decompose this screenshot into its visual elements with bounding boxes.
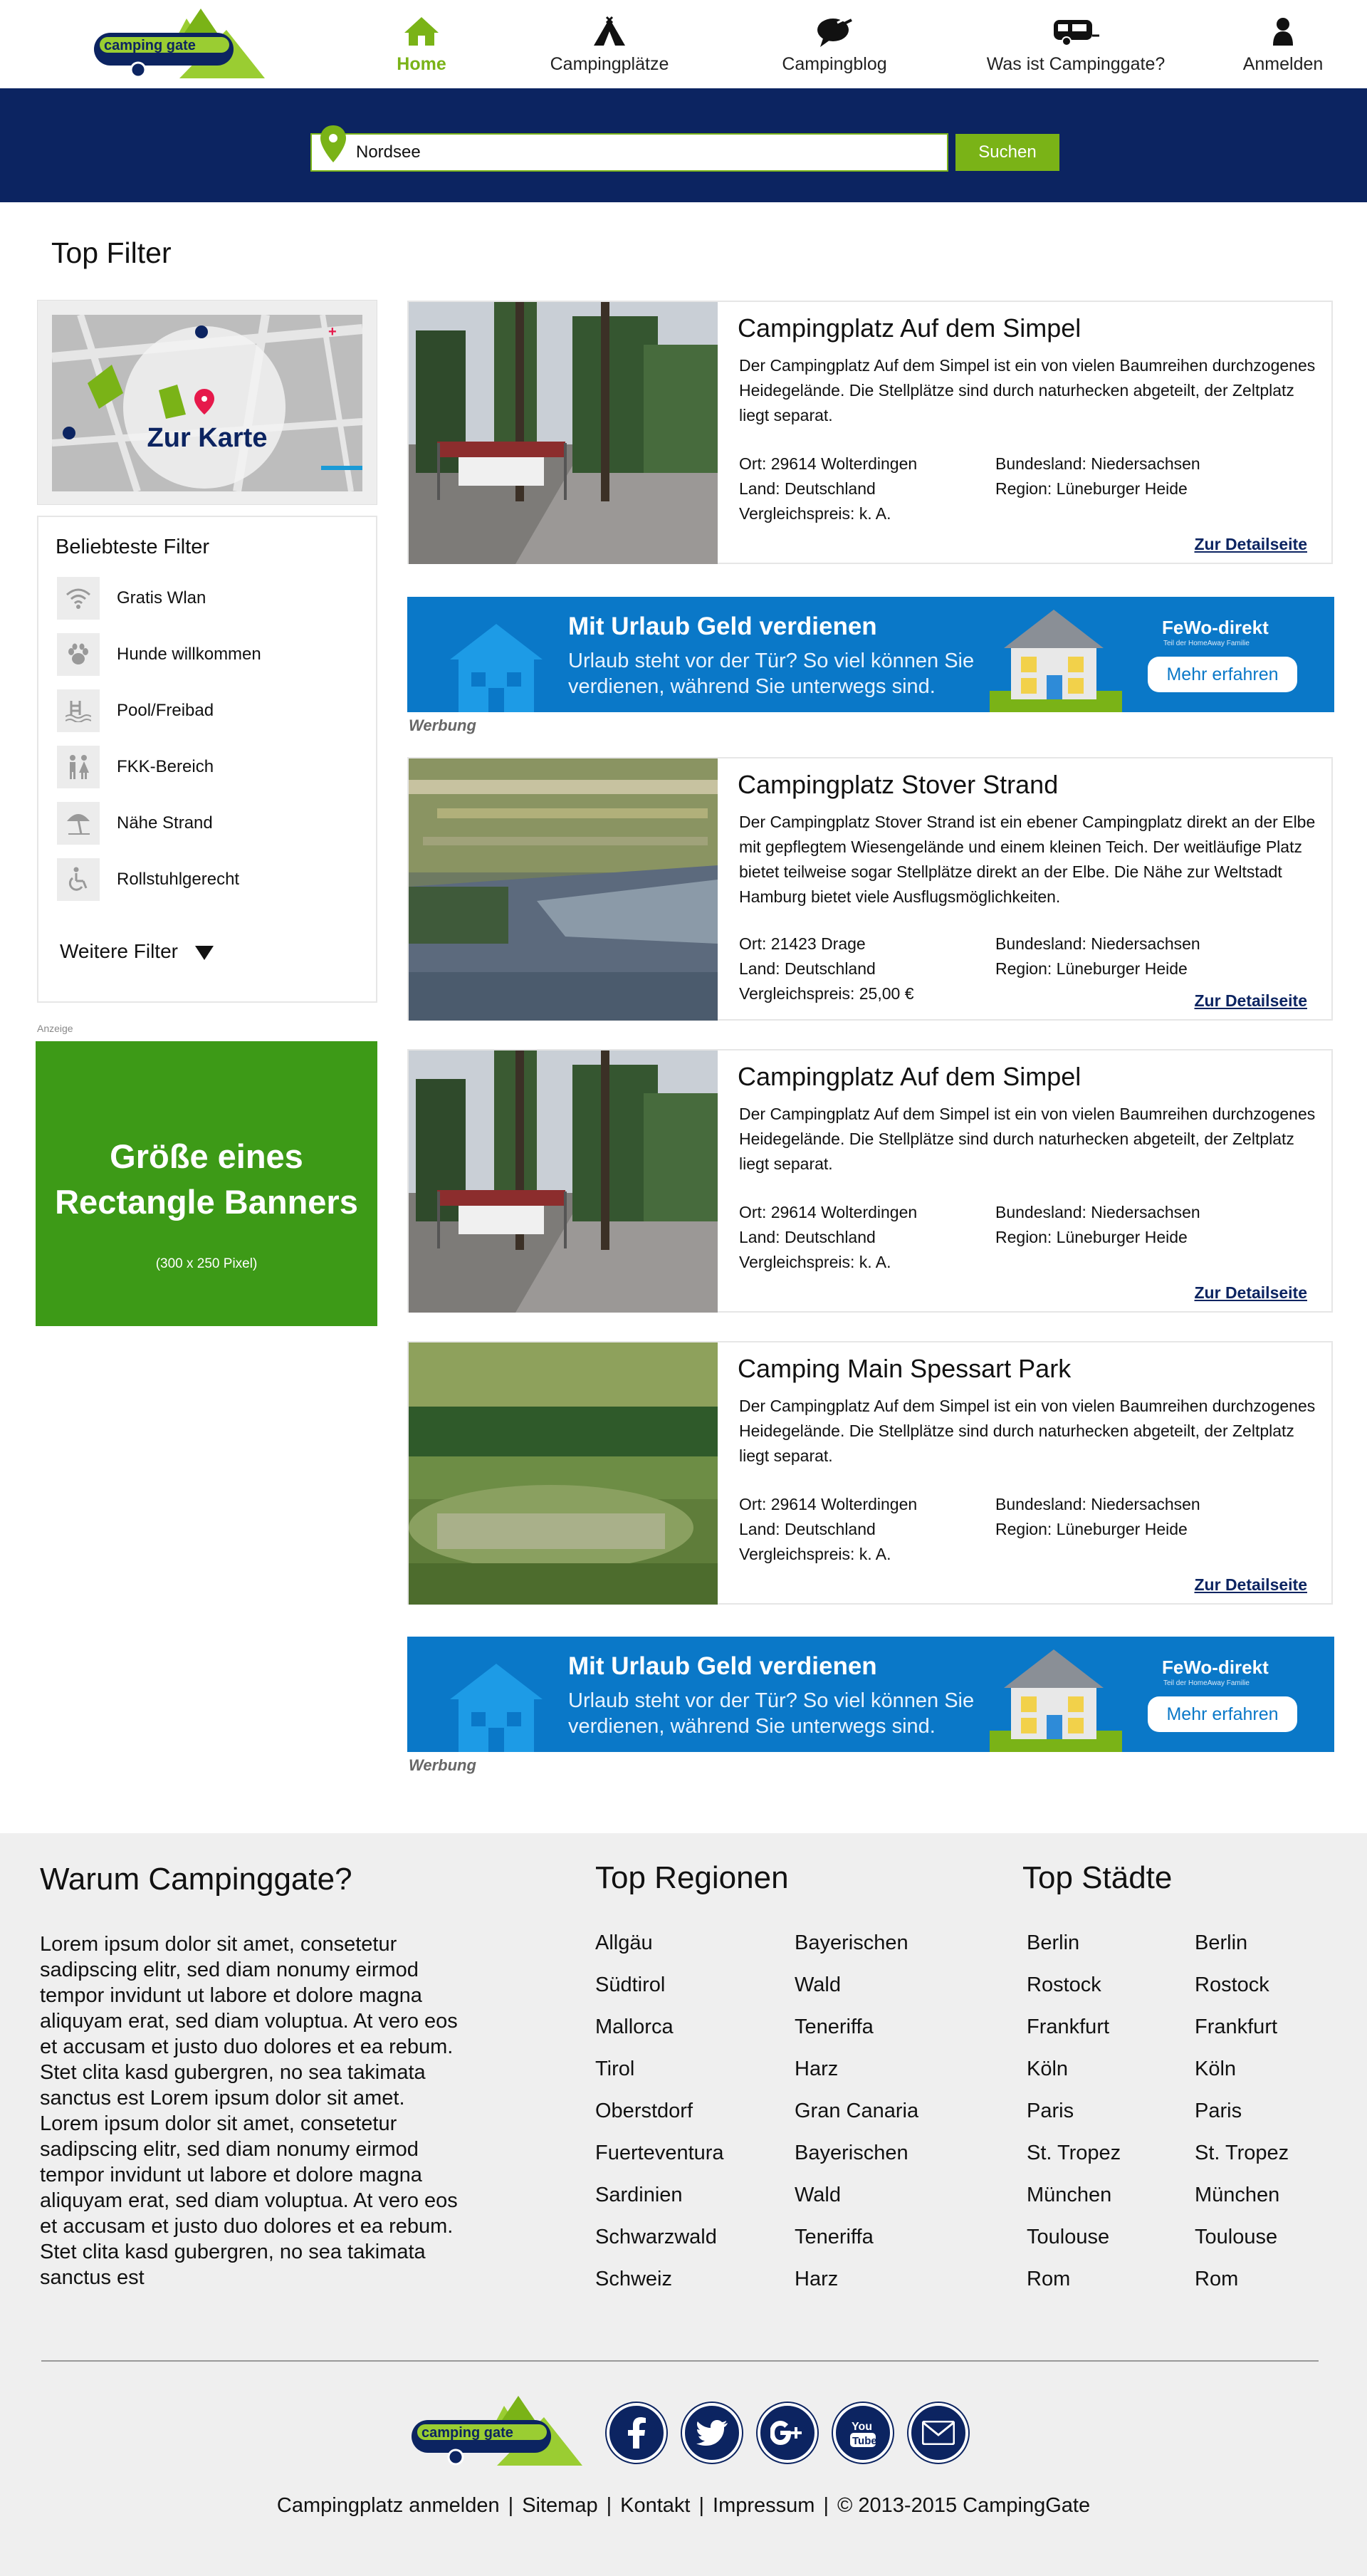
ad-more-button[interactable]: Mehr erfahren bbox=[1148, 657, 1297, 692]
rect-ad-title-line1: Größe eines bbox=[110, 1137, 303, 1175]
triangle-down-icon bbox=[195, 946, 214, 960]
listing-card bbox=[407, 301, 1333, 564]
filter-hunde-willkommen[interactable] bbox=[57, 633, 356, 676]
listing-preis: Vergleichspreis: k. A. bbox=[739, 504, 891, 523]
house-illustration-icon bbox=[990, 605, 1122, 712]
map-image[interactable] bbox=[52, 315, 362, 491]
more-filters-label: Weitere Filter bbox=[60, 940, 178, 962]
separator: | bbox=[698, 2494, 705, 2517]
listing-photo[interactable] bbox=[409, 302, 718, 564]
nav-home-label: Home bbox=[397, 54, 446, 74]
detail-link[interactable]: Zur Detailseite bbox=[1194, 535, 1307, 553]
listing-land: Land: Deutschland bbox=[739, 479, 876, 498]
listing-title: Campingplatz Stover Strand bbox=[738, 770, 1059, 799]
search-button[interactable]: Suchen bbox=[955, 134, 1059, 171]
mail-icon[interactable] bbox=[908, 2403, 968, 2463]
region-link[interactable]: Wald bbox=[795, 1973, 841, 1996]
footer-link-impressum[interactable]: Impressum bbox=[713, 2494, 815, 2517]
filter-label: Hunde willkommen bbox=[117, 645, 261, 664]
city-link[interactable]: Paris bbox=[1027, 2100, 1074, 2122]
svg-text:You: You bbox=[852, 2421, 873, 2433]
nav-campingplaetze-label: Campingplätze bbox=[550, 54, 669, 74]
city-link[interactable]: Rom bbox=[1195, 2268, 1239, 2290]
region-link[interactable]: Allgäu bbox=[595, 1931, 653, 1954]
region-link[interactable]: Mallorca bbox=[595, 2016, 674, 2038]
nav-campingplaetze[interactable] bbox=[545, 16, 674, 80]
footer-why-text: Lorem ipsum dolor sit amet, consetetur sadipscing elitr, sed diam nonumy eirmod tempor invidunt ut labore et dolore magna aliquyam erat, sed diam voluptua. At vero eos et accusam et justo duo dolores et ea rebum. Stet clita kasd gubergren, no sea takimata sanctus est Lorem ipsum dolor sit amet. Lorem ipsum dolor sit amet, consetetur sadipscing elitr, sed diam nonumy eirmod tempor invidunt ut labore et dolore magna aliquyam erat, sed diam voluptua. At vero eos et accusam et justo duo dolores et ea rebum. Stet clita kasd gubergren, no sea takimata sanctus est bbox=[40, 1933, 458, 2289]
city-link[interactable]: Frankfurt bbox=[1027, 2016, 1110, 2038]
nav-anmelden[interactable] bbox=[1237, 16, 1329, 80]
filter-pool-freibad[interactable] bbox=[57, 689, 356, 732]
region-link[interactable]: Schwarzwald bbox=[595, 2226, 717, 2248]
city-link[interactable]: Berlin bbox=[1027, 1931, 1080, 1954]
blog-bubble-icon bbox=[816, 16, 853, 47]
ad-brand: FeWo-direkt bbox=[1162, 1657, 1269, 1678]
more-filters-toggle[interactable] bbox=[60, 940, 214, 963]
listing-bundesland: Bundesland: Niedersachsen bbox=[995, 934, 1200, 953]
nav-anmelden-label: Anmelden bbox=[1242, 54, 1324, 74]
footer-regions-col1 bbox=[595, 1930, 724, 2308]
ad-brand: FeWo-direkt bbox=[1162, 617, 1269, 638]
filter-label: Pool/Freibad bbox=[117, 701, 214, 720]
region-link[interactable]: Teneriffa bbox=[795, 2016, 874, 2038]
ad-more-button[interactable]: Mehr erfahren bbox=[1148, 1696, 1297, 1732]
people-icon bbox=[57, 746, 100, 788]
fewo-ad-banner[interactable] bbox=[407, 1637, 1334, 1752]
city-link[interactable]: Toulouse bbox=[1195, 2226, 1278, 2248]
listing-photo[interactable] bbox=[409, 758, 718, 1021]
listing-card bbox=[407, 1341, 1333, 1605]
listing-ort: Ort: 21423 Drage bbox=[739, 934, 866, 953]
footer-regions-title: Top Regionen bbox=[595, 1860, 789, 1895]
campinggate-logo[interactable] bbox=[94, 9, 268, 80]
nav-campingblog-label: Campingblog bbox=[782, 54, 887, 74]
listing-card bbox=[407, 757, 1333, 1021]
listing-photo[interactable] bbox=[409, 1050, 718, 1313]
ad-text-line2: verdienen, während Sie unterwegs sind. bbox=[568, 675, 936, 698]
listing-region: Region: Lüneburger Heide bbox=[995, 1228, 1188, 1246]
city-link[interactable]: Köln bbox=[1195, 2058, 1237, 2080]
region-link[interactable]: Wald bbox=[795, 2184, 841, 2206]
city-link[interactable]: Rostock bbox=[1027, 1973, 1101, 1996]
listing-land: Land: Deutschland bbox=[739, 959, 876, 978]
house-outline-icon bbox=[443, 1657, 550, 1752]
listing-bundesland: Bundesland: Niedersachsen bbox=[995, 454, 1200, 473]
listing-card bbox=[407, 1049, 1333, 1313]
top-navigation-bar bbox=[0, 0, 1367, 88]
footer-logo-text: camping gate bbox=[421, 2425, 513, 2441]
pool-icon bbox=[57, 689, 100, 732]
listing-bundesland: Bundesland: Niedersachsen bbox=[995, 1495, 1200, 1513]
city-link[interactable]: Rostock bbox=[1195, 1973, 1269, 1996]
city-link[interactable]: Toulouse bbox=[1027, 2226, 1110, 2248]
region-link[interactable]: Schweiz bbox=[595, 2268, 672, 2290]
rect-ad-subtitle: (300 x 250 Pixel) bbox=[155, 1256, 258, 1271]
footer-regions-col2 bbox=[795, 1930, 918, 2308]
wifi-icon bbox=[57, 577, 100, 620]
city-link[interactable]: St. Tropez bbox=[1195, 2142, 1289, 2164]
listing-title: Camping Main Spessart Park bbox=[738, 1354, 1072, 1383]
listing-region: Region: Lüneburger Heide bbox=[995, 1520, 1188, 1538]
region-link[interactable]: Sardinien bbox=[595, 2184, 683, 2206]
region-link[interactable]: Harz bbox=[795, 2058, 839, 2080]
filters-title: Beliebteste Filter bbox=[56, 536, 209, 558]
parasol-icon bbox=[57, 802, 100, 845]
city-link[interactable]: München bbox=[1195, 2184, 1280, 2206]
filter-label: Nähe Strand bbox=[117, 813, 213, 833]
listing-land: Land: Deutschland bbox=[739, 1228, 876, 1246]
city-link[interactable]: Paris bbox=[1195, 2100, 1242, 2122]
region-link[interactable]: Fuerteventura bbox=[595, 2142, 724, 2164]
user-icon bbox=[1264, 16, 1301, 47]
facebook-icon[interactable] bbox=[607, 2403, 666, 2463]
listing-ort: Ort: 29614 Wolterdingen bbox=[739, 1495, 918, 1513]
ad-text-line1: Urlaub steht vor der Tür? So viel können Sie bbox=[568, 1689, 975, 1712]
listing-preis: Vergleichspreis: 25,00 € bbox=[739, 984, 914, 1003]
sidebar-rectangle-ad[interactable] bbox=[36, 1041, 377, 1326]
footer-cities-col1 bbox=[1027, 1930, 1121, 2308]
region-link[interactable]: Bayerischen bbox=[795, 1931, 908, 1954]
footer-cities-col2 bbox=[1195, 1930, 1289, 2308]
region-link[interactable]: Teneriffa bbox=[795, 2226, 874, 2248]
location-pin-icon bbox=[319, 124, 347, 164]
wheelchair-icon bbox=[57, 858, 100, 901]
map-preview[interactable] bbox=[37, 300, 377, 505]
listing-title: Campingplatz Auf dem Simpel bbox=[738, 1062, 1081, 1091]
city-link[interactable]: Frankfurt bbox=[1195, 2016, 1278, 2038]
svg-text:Tube: Tube bbox=[852, 2435, 877, 2447]
popular-filters-panel bbox=[37, 516, 377, 1003]
footer-divider bbox=[41, 2360, 1319, 2362]
listing-land: Land: Deutschland bbox=[739, 1520, 876, 1538]
sidebar-ad-label: Anzeige bbox=[37, 1023, 73, 1034]
listing-description: Der Campingplatz Auf dem Simpel ist ein von vielen Baumreihen durchzogenes Heidegelände. Die Stellplätze sind durch naturhecken abgeteilt, der Zeltplatz liegt separat. bbox=[739, 356, 1316, 424]
ad-text-line2: verdienen, während Sie unterwegs sind. bbox=[568, 1715, 936, 1738]
ad-label: Werbung bbox=[409, 716, 476, 734]
filter-gratis-wlan[interactable] bbox=[57, 577, 356, 620]
filter-naehe-strand[interactable] bbox=[57, 802, 356, 845]
listing-ort: Ort: 29614 Wolterdingen bbox=[739, 454, 918, 473]
twitter-icon[interactable] bbox=[682, 2403, 742, 2463]
tent-icon bbox=[591, 16, 628, 47]
listing-bundesland: Bundesland: Niedersachsen bbox=[995, 1203, 1200, 1221]
logo-text: camping gate bbox=[104, 38, 196, 53]
filter-label: FKK-Bereich bbox=[117, 757, 214, 776]
region-link[interactable]: Südtirol bbox=[595, 1973, 666, 1996]
google-plus-icon[interactable] bbox=[758, 2403, 817, 2463]
map-link-label[interactable]: Zur Karte bbox=[147, 423, 268, 453]
city-link[interactable]: Köln bbox=[1027, 2058, 1069, 2080]
ad-text bbox=[568, 1688, 995, 1739]
footer-links bbox=[0, 2494, 1367, 2518]
city-link[interactable]: Berlin bbox=[1195, 1931, 1248, 1954]
copyright: © 2013-2015 CampingGate bbox=[837, 2494, 1091, 2517]
footer bbox=[0, 1833, 1367, 2576]
region-link[interactable]: Gran Canaria bbox=[795, 2100, 919, 2122]
rect-ad-title-line2: Rectangle Banners bbox=[55, 1183, 358, 1221]
home-icon bbox=[403, 16, 440, 47]
ad-label: Werbung bbox=[409, 1756, 476, 1774]
listing-preis: Vergleichspreis: k. A. bbox=[739, 1545, 891, 1563]
house-illustration-icon bbox=[990, 1645, 1122, 1752]
filter-label: Rollstuhlgerecht bbox=[117, 870, 240, 889]
city-link[interactable]: St. Tropez bbox=[1027, 2142, 1121, 2164]
region-link[interactable]: Oberstdorf bbox=[595, 2100, 693, 2122]
footer-link-sitemap[interactable]: Sitemap bbox=[522, 2494, 598, 2517]
ad-title: Mit Urlaub Geld verdienen bbox=[568, 612, 877, 640]
page-title: Top Filter bbox=[51, 236, 172, 269]
city-map-illustration bbox=[52, 315, 362, 491]
separator: | bbox=[508, 2494, 514, 2517]
ad-brand-sub: Teil der HomeAway Familie bbox=[1163, 640, 1250, 647]
nav-was-ist-campinggate[interactable] bbox=[980, 16, 1172, 80]
region-link[interactable]: Tirol bbox=[595, 2058, 635, 2080]
region-link[interactable]: Bayerischen bbox=[795, 2142, 908, 2164]
ad-brand-sub: Teil der HomeAway Familie bbox=[1163, 1679, 1250, 1687]
listing-description: Der Campingplatz Auf dem Simpel ist ein von vielen Baumreihen durchzogenes Heidegelände. Die Stellplätze sind durch naturhecken abgeteilt, der Zeltplatz liegt separat. bbox=[739, 1105, 1316, 1173]
search-input[interactable] bbox=[310, 133, 948, 172]
listing-region: Region: Lüneburger Heide bbox=[995, 479, 1188, 498]
filter-label: Gratis Wlan bbox=[117, 588, 206, 608]
detail-link[interactable]: Zur Detailseite bbox=[1194, 991, 1307, 1010]
separator: | bbox=[823, 2494, 829, 2517]
separator: | bbox=[606, 2494, 612, 2517]
footer-cities-title: Top Städte bbox=[1022, 1860, 1173, 1895]
footer-link-kontakt[interactable]: Kontakt bbox=[620, 2494, 691, 2517]
city-link[interactable]: München bbox=[1027, 2184, 1112, 2206]
listing-ort: Ort: 29614 Wolterdingen bbox=[739, 1203, 918, 1221]
paw-icon bbox=[57, 633, 100, 676]
nav-campingblog[interactable] bbox=[777, 16, 891, 80]
youtube-icon[interactable] bbox=[833, 2403, 893, 2463]
footer-campinggate-logo[interactable] bbox=[412, 2396, 585, 2467]
filter-fkk-bereich[interactable] bbox=[57, 746, 356, 788]
ad-title: Mit Urlaub Geld verdienen bbox=[568, 1652, 877, 1680]
footer-why-title: Warum Campinggate? bbox=[40, 1862, 352, 1897]
listing-preis: Vergleichspreis: k. A. bbox=[739, 1253, 891, 1271]
city-link[interactable]: Rom bbox=[1027, 2268, 1071, 2290]
svg-text:+: + bbox=[328, 324, 337, 340]
listing-title: Campingplatz Auf dem Simpel bbox=[738, 313, 1081, 343]
listing-description: Der Campingplatz Stover Strand ist ein ebener Campingplatz direkt an der Elbe mit gepflegtem Wiesengelände und einem kleinen Teich. Der weitläufige Platz bietet teilweise sogar Stellplätze direkt an der Elbe. Die Nähe zur Weltstadt Hamburg bietet viele Ausflugsmöglichkeiten. bbox=[739, 813, 1316, 906]
caravan-icon bbox=[1052, 16, 1099, 47]
house-outline-icon bbox=[443, 617, 550, 712]
listing-region: Region: Lüneburger Heide bbox=[995, 959, 1188, 978]
ad-text bbox=[568, 648, 995, 699]
ad-text-line1: Urlaub steht vor der Tür? So viel können Sie bbox=[568, 650, 975, 672]
listing-photo[interactable] bbox=[409, 1342, 718, 1605]
detail-link[interactable]: Zur Detailseite bbox=[1194, 1283, 1307, 1302]
region-link[interactable]: Harz bbox=[795, 2268, 839, 2290]
fewo-ad-banner[interactable] bbox=[407, 597, 1334, 712]
detail-link[interactable]: Zur Detailseite bbox=[1194, 1575, 1307, 1594]
listing-description: Der Campingplatz Auf dem Simpel ist ein von vielen Baumreihen durchzogenes Heidegelände. Die Stellplätze sind durch naturhecken abgeteilt, der Zeltplatz liegt separat. bbox=[739, 1397, 1316, 1465]
filter-rollstuhlgerecht[interactable] bbox=[57, 858, 356, 901]
rect-ad-title bbox=[36, 1134, 377, 1225]
nav-was-ist-campinggate-label: Was ist Campinggate? bbox=[986, 54, 1166, 74]
nav-home[interactable] bbox=[390, 16, 453, 80]
footer-link-anmelden[interactable]: Campingplatz anmelden bbox=[276, 2494, 500, 2517]
